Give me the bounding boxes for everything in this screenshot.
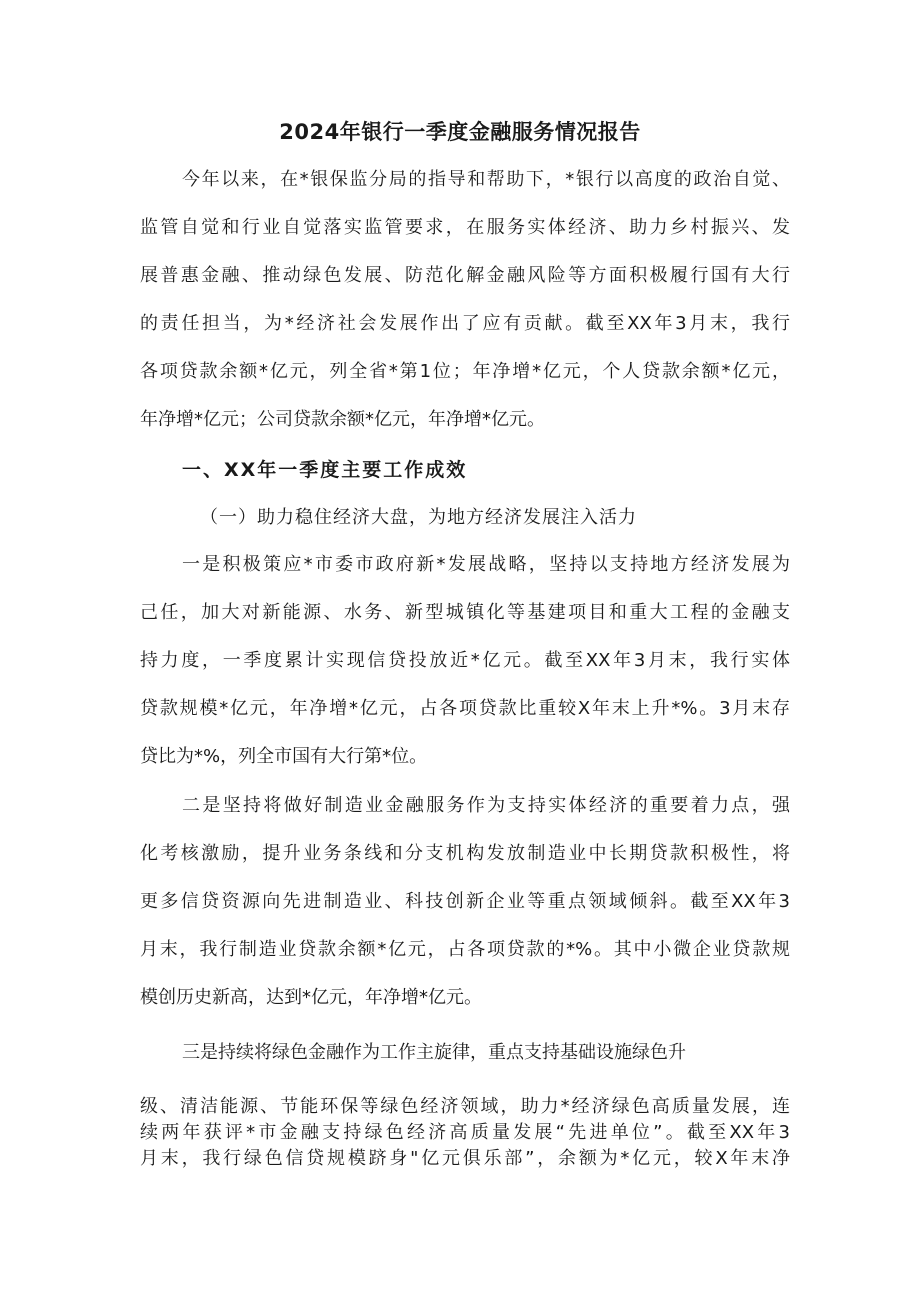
para2-line-5: 模创历史新高，达到*亿元，年净增*亿元。 xyxy=(140,987,482,1008)
para3-line-1: 三是持续将绿色金融作为工作主旋律，重点支持基础设施绿色升 xyxy=(182,1042,686,1063)
para1-line-3: 持力度，一季度累计实现信贷投放近*亿元。截至XX年3月末，我行实体 xyxy=(140,650,790,671)
document-title: 2024年银行一季度金融服务情况报告 xyxy=(279,120,641,144)
para3-line-2: 级、清洁能源、节能环保等绿色经济领域，助力*经济绿色高质量发展，连 xyxy=(140,1096,790,1117)
intro-line-3: 展普惠金融、推动绿色发展、防范化解金融风险等方面积极履行国有大行 xyxy=(140,265,790,286)
para1-line-4: 贷款规模*亿元，年净增*亿元，占各项贷款比重较X年末上升*%。3月末存 xyxy=(140,698,790,719)
para2-line-2: 化考核激励，提升业务条线和分支机构发放制造业中长期贷款积极性，将 xyxy=(140,843,790,864)
para1-line-2: 己任，加大对新能源、水务、新型城镇化等基建项目和重大工程的金融支 xyxy=(140,602,790,623)
para3-line-3: 续两年获评*市金融支持绿色经济高质量发展“先进单位”。截至XX年3 xyxy=(140,1122,790,1143)
para1-line-5: 贷比为*%，列全市国有大行第*位。 xyxy=(140,746,428,767)
para2-line-3: 更多信贷资源向先进制造业、科技创新企业等重点领域倾斜。截至XX年3 xyxy=(140,891,790,912)
para1-line-1: 一是积极策应*市委市政府新*发展战略，坚持以支持地方经济发展为 xyxy=(182,554,790,575)
para3-line-4: 月末，我行绿色信贷规模跻身"亿元俱乐部”，余额为*亿元，较X年末净 xyxy=(140,1148,790,1169)
intro-line-5: 各项贷款余额*亿元，列全省*第1位；年净增*亿元，个人贷款余额*亿元， xyxy=(140,361,790,382)
intro-line-1: 今年以来，在*银保监分局的指导和帮助下，*银行以高度的政治自觉、 xyxy=(182,169,790,190)
intro-line-6: 年净增*亿元；公司贷款余额*亿元，年净增*亿元。 xyxy=(140,409,545,430)
intro-line-4: 的责任担当，为*经济社会发展作出了应有贡献。截至XX年3月末，我行 xyxy=(140,313,790,334)
para2-line-1: 二是坚持将做好制造业金融服务作为支持实体经济的重要着力点，强 xyxy=(182,795,790,816)
intro-line-2: 监管自觉和行业自觉落实监管要求，在服务实体经济、助力乡村振兴、发 xyxy=(140,217,790,238)
para2-line-4: 月末，我行制造业贷款余额*亿元，占各项贷款的*%。其中小微企业贷款规 xyxy=(140,939,790,960)
subsection-heading: （一）助力稳住经济大盘，为地方经济发展注入活力 xyxy=(200,507,637,528)
section-heading: 一、XX年一季度主要工作成效 xyxy=(182,459,468,481)
